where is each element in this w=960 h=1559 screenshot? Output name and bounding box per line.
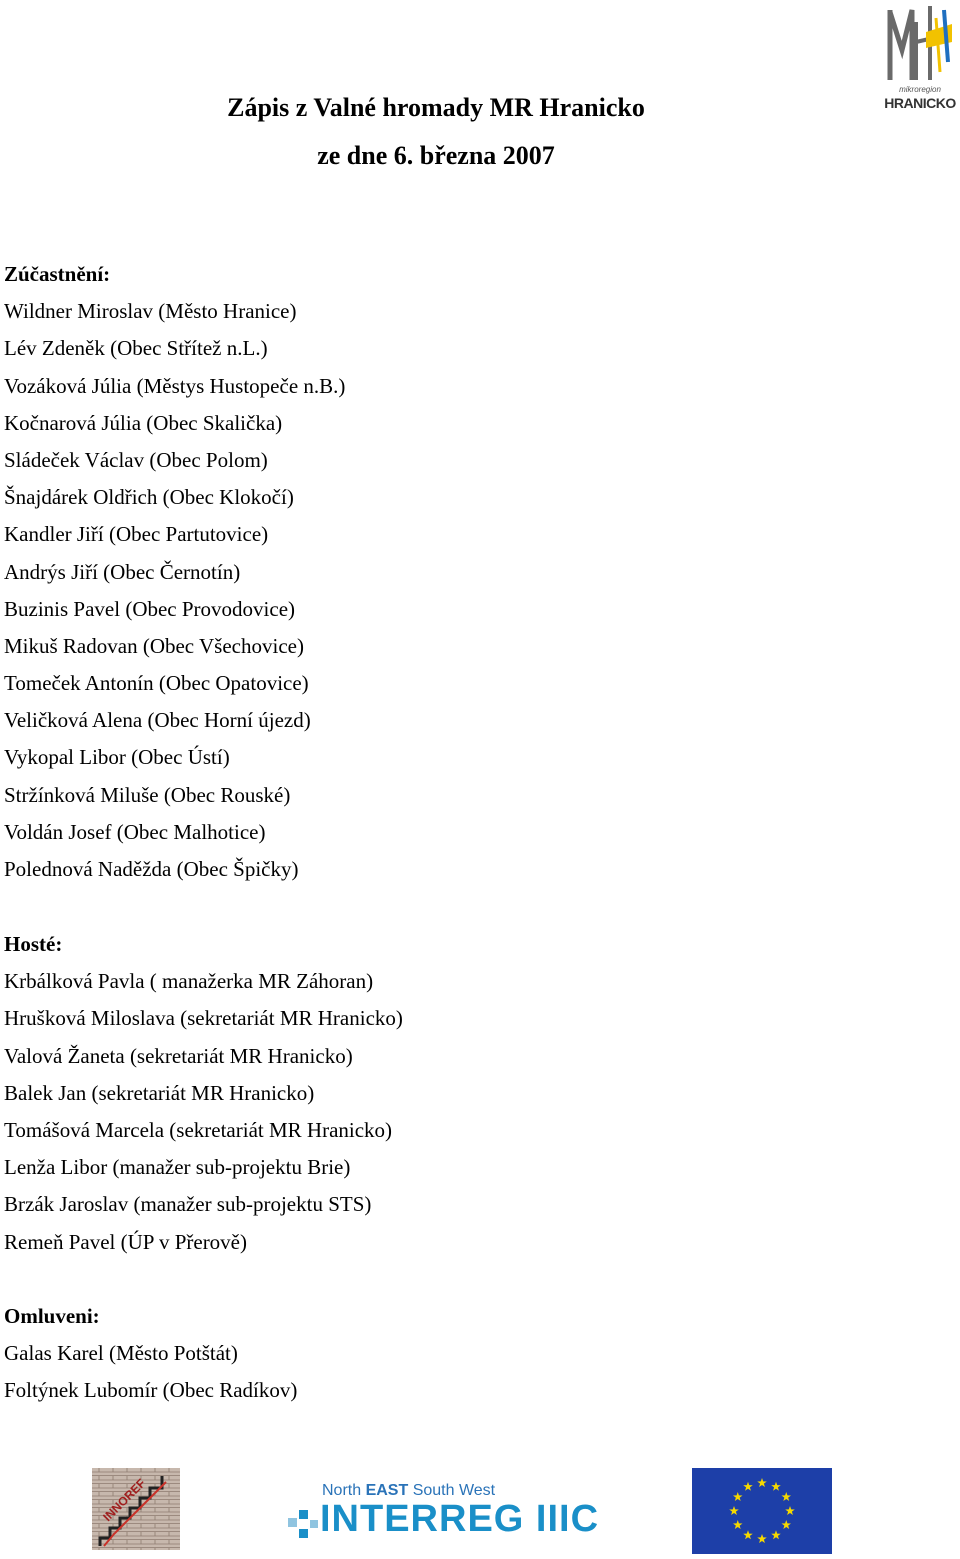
interreg-tagline-bold: EAST <box>365 1482 409 1499</box>
guests-heading: Hosté: <box>4 932 63 956</box>
participant-item: Veličková Alena (Obec Horní újezd) <box>4 708 311 733</box>
participant-item: Polednová Naděžda (Obec Špičky) <box>4 857 299 881</box>
guest-item: Valová Žaneta (sekretariát MR Hranicko) <box>4 1043 353 1068</box>
interreg-tagline-prefix: North <box>322 1482 366 1499</box>
eu-flag-image <box>692 1468 832 1554</box>
participant-item: Vozáková Júlia (Městys Hustopeče n.B.) <box>4 373 346 398</box>
participants-heading: Zúčastnění: <box>4 262 111 286</box>
excused-section <box>4 1298 864 1410</box>
guests-section <box>4 926 864 1261</box>
logo-subtitle: mikroregion <box>899 85 941 94</box>
innoref-text: INNOREF <box>100 1476 149 1525</box>
innoref-logo-image <box>92 1468 180 1550</box>
document-date: ze dne 6. března 2007 <box>317 141 555 170</box>
innoref-logo <box>92 1468 180 1550</box>
participant-item: Stržínková Miluše (Obec Rouské) <box>4 782 291 807</box>
guest-item: Lenža Libor (manažer sub-projektu Brie) <box>4 1155 351 1180</box>
document-title: Zápis z Valné hromady MR Hranicko <box>227 93 645 122</box>
eu-flag <box>692 1468 832 1554</box>
participant-item: Tomeček Antonín (Obec Opatovice) <box>4 671 309 696</box>
participant-item: Lév Zdeněk (Obec Střítež n.L.) <box>4 336 268 361</box>
participant-item: Buzinis Pavel (Obec Provodovice) <box>4 596 296 621</box>
participants-section <box>4 256 864 888</box>
participant-item: Andrýs Jiří (Obec Černotín) <box>4 559 241 584</box>
participant-item: Kandler Jiří (Obec Partutovice) <box>4 522 269 547</box>
mikroregion-hranicko-logo <box>882 2 958 112</box>
interreg-squares-icon <box>286 1504 320 1544</box>
guest-item: Balek Jan (sekretariát MR Hranicko) <box>4 1080 315 1105</box>
interreg-logo <box>286 1478 600 1550</box>
participant-item: Sládeček Václav (Obec Polom) <box>4 447 268 472</box>
logo-title: HRANICKO <box>884 95 956 111</box>
interreg-wordmark: INTERREG IIIC <box>320 1498 600 1540</box>
participant-item: Vykopal Libor (Obec Ústí) <box>4 745 230 770</box>
excused-heading: Omluveni: <box>4 1304 100 1328</box>
guest-item: Hrušková Miloslava (sekretariát MR Hranicko) <box>4 1006 403 1031</box>
mikroregion-logo-mark <box>882 2 958 86</box>
excused-item: Foltýnek Lubomír (Obec Radíkov) <box>4 1378 298 1403</box>
guest-item: Brzák Jaroslav (manažer sub-projektu STS) <box>4 1192 372 1217</box>
excused-item: Galas Karel (Město Potštát) <box>4 1341 238 1366</box>
participant-item: Mikuš Radovan (Obec Všechovice) <box>4 633 304 658</box>
participant-item: Šnajdárek Oldřich (Obec Klokočí) <box>4 485 294 510</box>
participant-item: Kočnarová Júlia (Obec Skalička) <box>4 410 283 435</box>
guest-item: Remeň Pavel (ÚP v Přerově) <box>4 1229 247 1254</box>
participant-item: Wildner Miroslav (Město Hranice) <box>4 299 297 324</box>
guest-item: Krbálková Pavla ( manažerka MR Záhoran) <box>4 969 374 994</box>
interreg-tagline-suffix: South West <box>408 1482 496 1499</box>
participant-item: Voldán Josef (Obec Malhotice) <box>4 819 266 844</box>
guest-item: Tomášová Marcela (sekretariát MR Hranicko) <box>4 1117 393 1142</box>
